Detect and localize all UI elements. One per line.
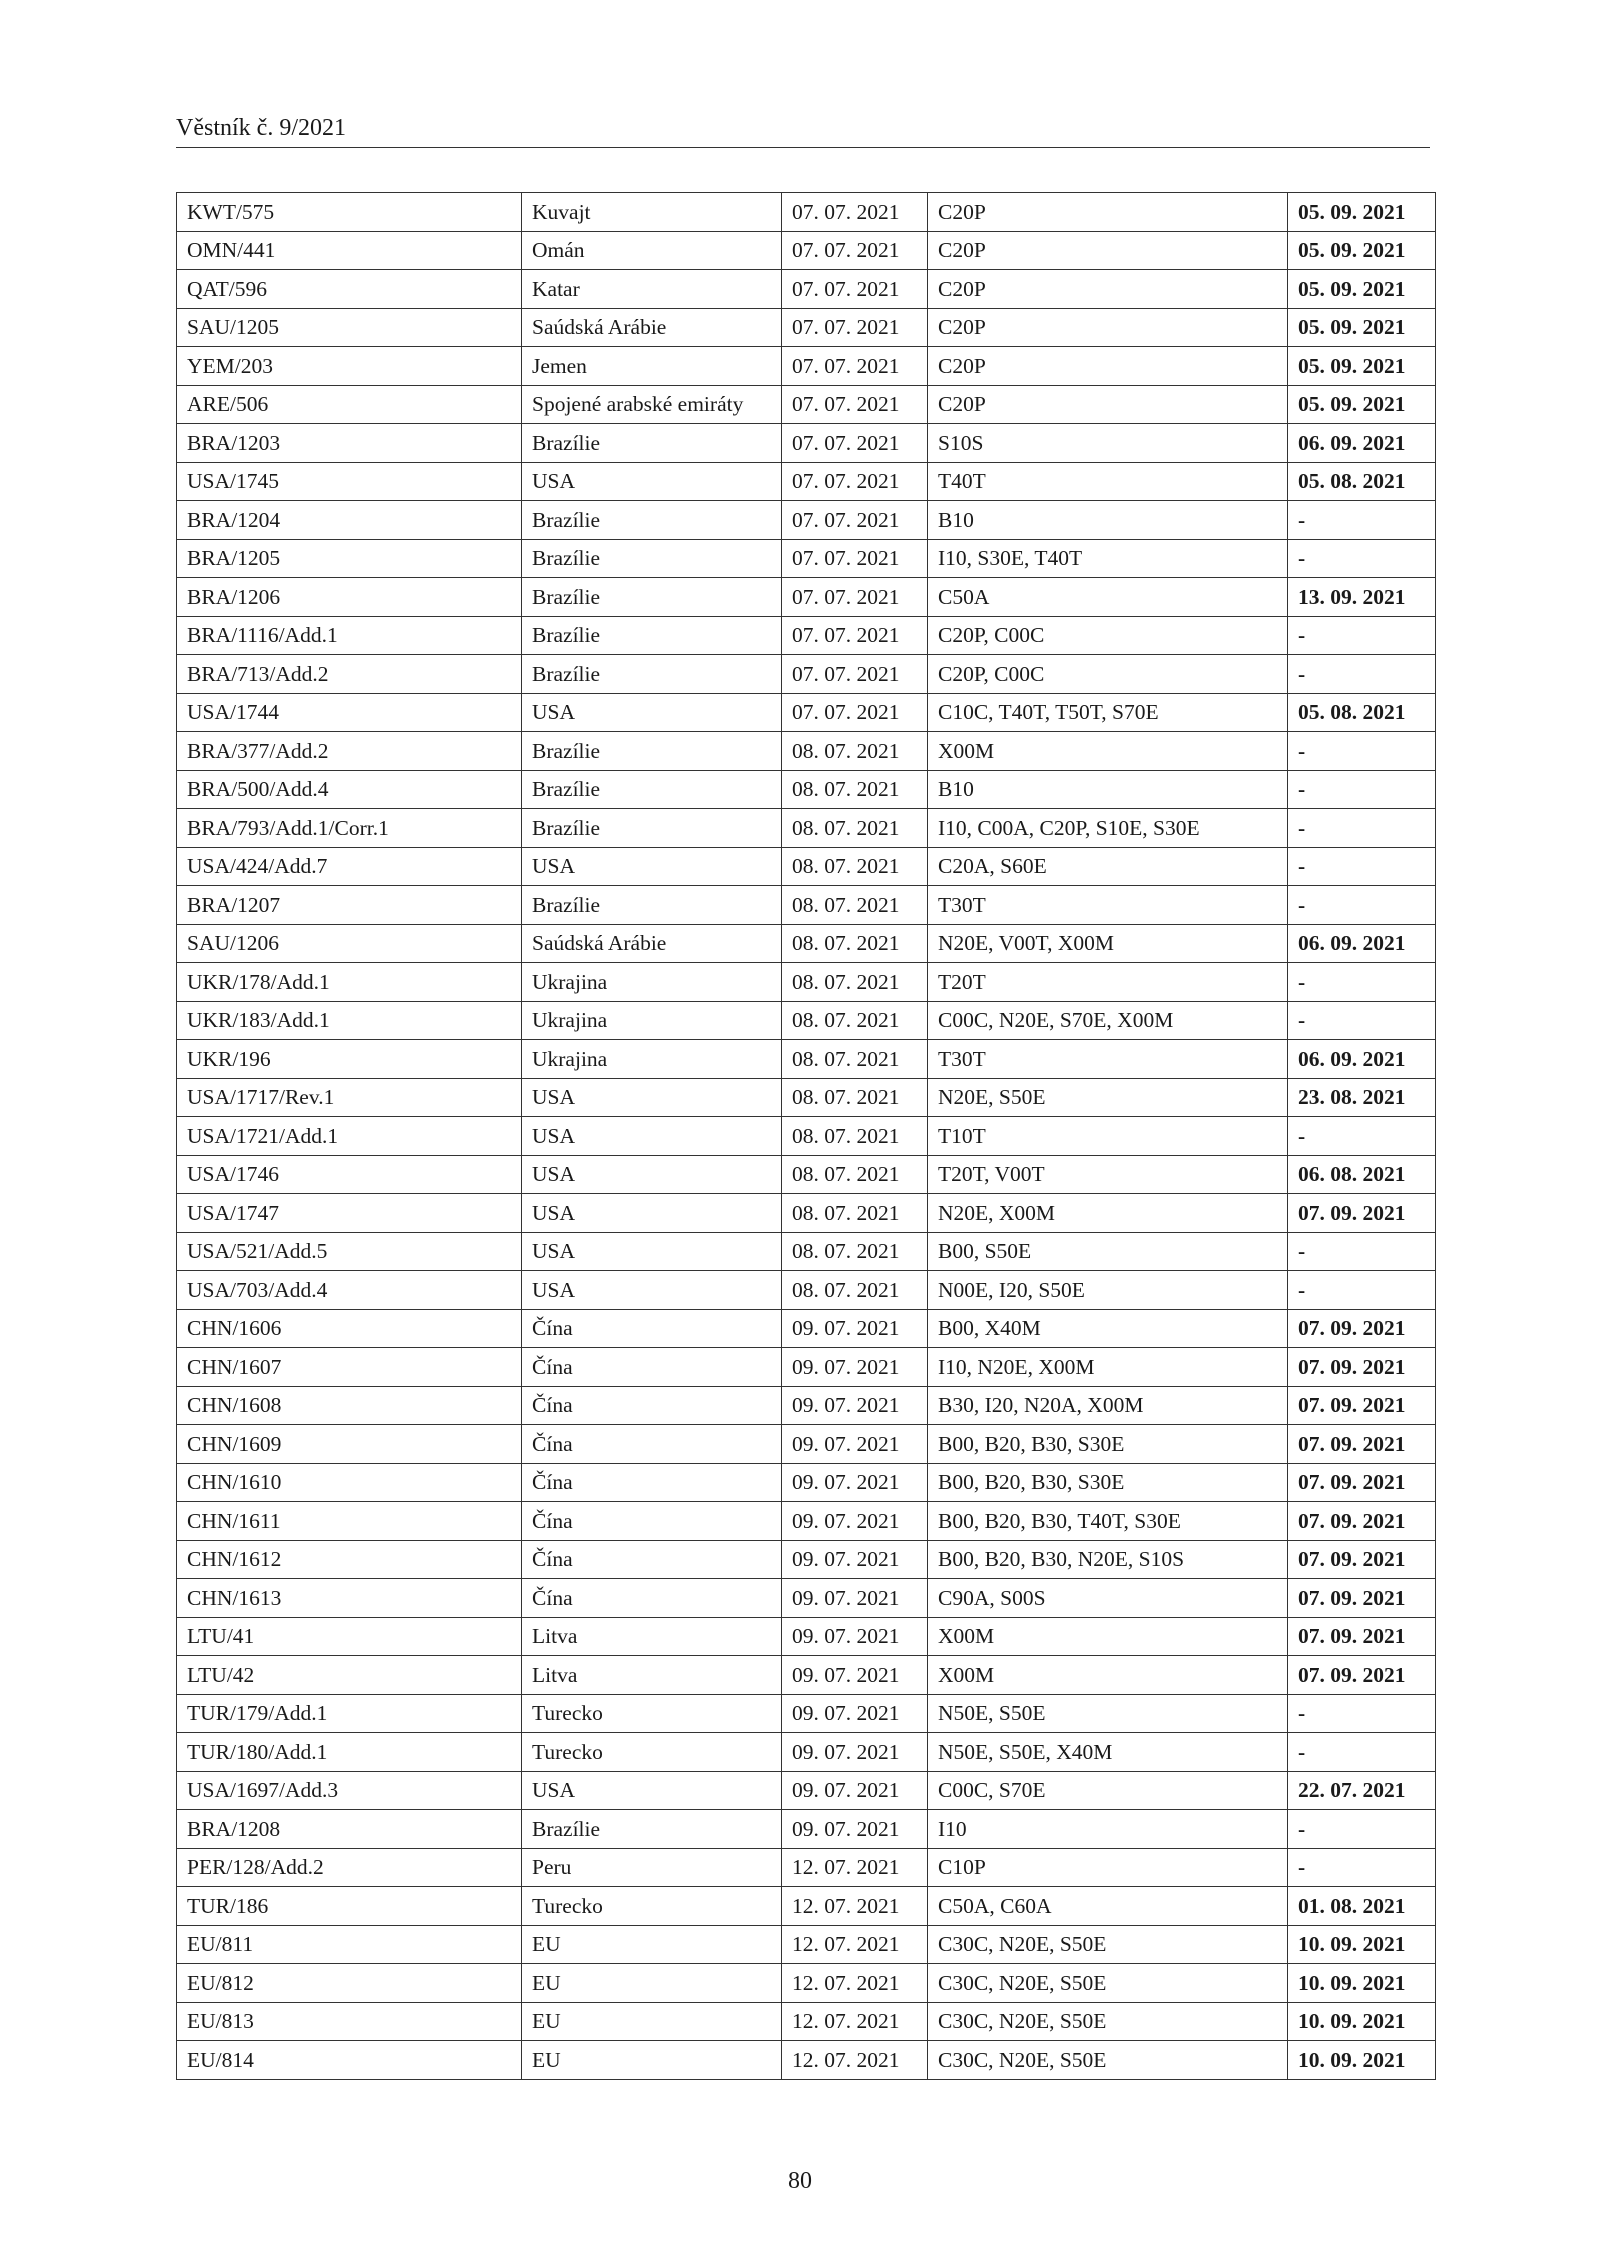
deadline-cell: 10. 09. 2021 bbox=[1288, 1964, 1436, 2003]
country-cell: Brazílie bbox=[522, 770, 782, 809]
date-cell: 12. 07. 2021 bbox=[782, 2041, 928, 2080]
classification-cell: I10, C00A, C20P, S10E, S30E bbox=[928, 809, 1288, 848]
country-cell: Čína bbox=[522, 1502, 782, 1541]
country-cell: USA bbox=[522, 1232, 782, 1271]
date-cell: 08. 07. 2021 bbox=[782, 886, 928, 925]
country-cell: Čína bbox=[522, 1386, 782, 1425]
deadline-cell: 07. 09. 2021 bbox=[1288, 1425, 1436, 1464]
date-cell: 07. 07. 2021 bbox=[782, 539, 928, 578]
document-code-cell: USA/1717/Rev.1 bbox=[177, 1078, 522, 1117]
document-code-cell: USA/703/Add.4 bbox=[177, 1271, 522, 1310]
document-code-cell: BRA/500/Add.4 bbox=[177, 770, 522, 809]
deadline-cell: 05. 09. 2021 bbox=[1288, 270, 1436, 309]
date-cell: 08. 07. 2021 bbox=[782, 1001, 928, 1040]
date-cell: 08. 07. 2021 bbox=[782, 770, 928, 809]
country-cell: Čína bbox=[522, 1540, 782, 1579]
table-row bbox=[177, 1155, 1436, 1194]
date-cell: 07. 07. 2021 bbox=[782, 616, 928, 655]
country-cell: Brazílie bbox=[522, 655, 782, 694]
date-cell: 08. 07. 2021 bbox=[782, 1040, 928, 1079]
country-cell: Ukrajina bbox=[522, 963, 782, 1002]
document-code-cell: BRA/1204 bbox=[177, 501, 522, 540]
country-cell: Brazílie bbox=[522, 886, 782, 925]
page-number: 80 bbox=[788, 2168, 812, 2194]
date-cell: 09. 07. 2021 bbox=[782, 1348, 928, 1387]
date-cell: 07. 07. 2021 bbox=[782, 193, 928, 232]
deadline-cell: 10. 09. 2021 bbox=[1288, 2002, 1436, 2041]
date-cell: 08. 07. 2021 bbox=[782, 1271, 928, 1310]
country-cell: Saúdská Arábie bbox=[522, 308, 782, 347]
date-cell: 09. 07. 2021 bbox=[782, 1309, 928, 1348]
deadline-cell: 07. 09. 2021 bbox=[1288, 1656, 1436, 1695]
table-row bbox=[177, 655, 1436, 694]
document-code-cell: EU/812 bbox=[177, 1964, 522, 2003]
classification-cell: X00M bbox=[928, 1617, 1288, 1656]
deadline-cell: 07. 09. 2021 bbox=[1288, 1617, 1436, 1656]
table-row bbox=[177, 1617, 1436, 1656]
page-header bbox=[176, 113, 1430, 148]
table-row bbox=[177, 1040, 1436, 1079]
date-cell: 09. 07. 2021 bbox=[782, 1617, 928, 1656]
document-code-cell: CHN/1612 bbox=[177, 1540, 522, 1579]
document-code-cell: CHN/1611 bbox=[177, 1502, 522, 1541]
table-row bbox=[177, 539, 1436, 578]
table-body bbox=[177, 193, 1436, 2080]
table-row bbox=[177, 1001, 1436, 1040]
date-cell: 09. 07. 2021 bbox=[782, 1540, 928, 1579]
country-cell: USA bbox=[522, 1155, 782, 1194]
date-cell: 07. 07. 2021 bbox=[782, 424, 928, 463]
document-code-cell: LTU/41 bbox=[177, 1617, 522, 1656]
country-cell: Litva bbox=[522, 1617, 782, 1656]
notification-table bbox=[176, 192, 1436, 2080]
table-row bbox=[177, 1117, 1436, 1156]
classification-cell: T30T bbox=[928, 886, 1288, 925]
date-cell: 09. 07. 2021 bbox=[782, 1656, 928, 1695]
table-row bbox=[177, 1733, 1436, 1772]
deadline-cell: - bbox=[1288, 770, 1436, 809]
country-cell: Ukrajina bbox=[522, 1040, 782, 1079]
table-row bbox=[177, 1579, 1436, 1618]
country-cell: Čína bbox=[522, 1463, 782, 1502]
deadline-cell: - bbox=[1288, 616, 1436, 655]
country-cell: Brazílie bbox=[522, 1810, 782, 1849]
date-cell: 08. 07. 2021 bbox=[782, 1232, 928, 1271]
deadline-cell: - bbox=[1288, 501, 1436, 540]
deadline-cell: 22. 07. 2021 bbox=[1288, 1771, 1436, 1810]
table-row bbox=[177, 385, 1436, 424]
classification-cell: B00, B20, B30, N20E, S10S bbox=[928, 1540, 1288, 1579]
classification-cell: C20P bbox=[928, 385, 1288, 424]
country-cell: Brazílie bbox=[522, 578, 782, 617]
document-code-cell: EU/813 bbox=[177, 2002, 522, 2041]
document-code-cell: BRA/377/Add.2 bbox=[177, 732, 522, 771]
country-cell: EU bbox=[522, 1925, 782, 1964]
date-cell: 07. 07. 2021 bbox=[782, 231, 928, 270]
deadline-cell: - bbox=[1288, 655, 1436, 694]
document-code-cell: CHN/1613 bbox=[177, 1579, 522, 1618]
classification-cell: C30C, N20E, S50E bbox=[928, 2041, 1288, 2080]
classification-cell: B00, X40M bbox=[928, 1309, 1288, 1348]
document-code-cell: EU/811 bbox=[177, 1925, 522, 1964]
table-row bbox=[177, 1848, 1436, 1887]
deadline-cell: 05. 09. 2021 bbox=[1288, 193, 1436, 232]
table-row bbox=[177, 308, 1436, 347]
document-code-cell: TUR/186 bbox=[177, 1887, 522, 1926]
table-row bbox=[177, 231, 1436, 270]
table-row bbox=[177, 462, 1436, 501]
classification-cell: C30C, N20E, S50E bbox=[928, 1925, 1288, 1964]
classification-cell: C30C, N20E, S50E bbox=[928, 1964, 1288, 2003]
country-cell: Omán bbox=[522, 231, 782, 270]
deadline-cell: - bbox=[1288, 1001, 1436, 1040]
classification-cell: X00M bbox=[928, 732, 1288, 771]
classification-cell: C20P bbox=[928, 231, 1288, 270]
country-cell: Brazílie bbox=[522, 501, 782, 540]
table-row bbox=[177, 1964, 1436, 2003]
date-cell: 09. 07. 2021 bbox=[782, 1386, 928, 1425]
deadline-cell: - bbox=[1288, 539, 1436, 578]
table-row bbox=[177, 1078, 1436, 1117]
table-row bbox=[177, 924, 1436, 963]
country-cell: Brazílie bbox=[522, 809, 782, 848]
deadline-cell: - bbox=[1288, 1232, 1436, 1271]
date-cell: 12. 07. 2021 bbox=[782, 1848, 928, 1887]
country-cell: Čína bbox=[522, 1425, 782, 1464]
deadline-cell: 05. 09. 2021 bbox=[1288, 231, 1436, 270]
date-cell: 09. 07. 2021 bbox=[782, 1579, 928, 1618]
deadline-cell: 07. 09. 2021 bbox=[1288, 1348, 1436, 1387]
document-code-cell: BRA/1206 bbox=[177, 578, 522, 617]
document-code-cell: PER/128/Add.2 bbox=[177, 1848, 522, 1887]
table-row bbox=[177, 1425, 1436, 1464]
classification-cell: C20P bbox=[928, 347, 1288, 386]
classification-cell: C00C, N20E, S70E, X00M bbox=[928, 1001, 1288, 1040]
document-code-cell: SAU/1206 bbox=[177, 924, 522, 963]
date-cell: 09. 07. 2021 bbox=[782, 1771, 928, 1810]
country-cell: Čína bbox=[522, 1309, 782, 1348]
document-code-cell: TUR/179/Add.1 bbox=[177, 1694, 522, 1733]
deadline-cell: 05. 09. 2021 bbox=[1288, 308, 1436, 347]
deadline-cell: - bbox=[1288, 1848, 1436, 1887]
deadline-cell: - bbox=[1288, 809, 1436, 848]
deadline-cell: 07. 09. 2021 bbox=[1288, 1194, 1436, 1233]
date-cell: 08. 07. 2021 bbox=[782, 809, 928, 848]
deadline-cell: - bbox=[1288, 732, 1436, 771]
table-row bbox=[177, 1309, 1436, 1348]
deadline-cell: 05. 09. 2021 bbox=[1288, 385, 1436, 424]
country-cell: Saúdská Arábie bbox=[522, 924, 782, 963]
country-cell: Turecko bbox=[522, 1887, 782, 1926]
country-cell: USA bbox=[522, 1771, 782, 1810]
deadline-cell: 07. 09. 2021 bbox=[1288, 1579, 1436, 1618]
table-row bbox=[177, 1540, 1436, 1579]
document-code-cell: USA/521/Add.5 bbox=[177, 1232, 522, 1271]
table-row bbox=[177, 1348, 1436, 1387]
classification-cell: C20P bbox=[928, 193, 1288, 232]
document-code-cell: CHN/1609 bbox=[177, 1425, 522, 1464]
deadline-cell: 07. 09. 2021 bbox=[1288, 1386, 1436, 1425]
document-code-cell: BRA/1203 bbox=[177, 424, 522, 463]
deadline-cell: 05. 08. 2021 bbox=[1288, 693, 1436, 732]
date-cell: 09. 07. 2021 bbox=[782, 1810, 928, 1849]
classification-cell: I10, S30E, T40T bbox=[928, 539, 1288, 578]
date-cell: 07. 07. 2021 bbox=[782, 501, 928, 540]
classification-cell: T40T bbox=[928, 462, 1288, 501]
classification-cell: N20E, X00M bbox=[928, 1194, 1288, 1233]
table-row bbox=[177, 424, 1436, 463]
date-cell: 09. 07. 2021 bbox=[782, 1733, 928, 1772]
date-cell: 08. 07. 2021 bbox=[782, 1078, 928, 1117]
country-cell: USA bbox=[522, 847, 782, 886]
table-row bbox=[177, 193, 1436, 232]
document-code-cell: QAT/596 bbox=[177, 270, 522, 309]
document-code-cell: CHN/1610 bbox=[177, 1463, 522, 1502]
classification-cell: C20P, C00C bbox=[928, 616, 1288, 655]
country-cell: USA bbox=[522, 1078, 782, 1117]
country-cell: Brazílie bbox=[522, 616, 782, 655]
classification-cell: C50A, C60A bbox=[928, 1887, 1288, 1926]
date-cell: 07. 07. 2021 bbox=[782, 270, 928, 309]
table-row bbox=[177, 1463, 1436, 1502]
deadline-cell: - bbox=[1288, 1117, 1436, 1156]
date-cell: 08. 07. 2021 bbox=[782, 1155, 928, 1194]
document-code-cell: BRA/1116/Add.1 bbox=[177, 616, 522, 655]
table-row bbox=[177, 693, 1436, 732]
document-code-cell: BRA/793/Add.1/Corr.1 bbox=[177, 809, 522, 848]
table-row bbox=[177, 1656, 1436, 1695]
document-code-cell: UKR/183/Add.1 bbox=[177, 1001, 522, 1040]
deadline-cell: 10. 09. 2021 bbox=[1288, 1925, 1436, 1964]
deadline-cell: 01. 08. 2021 bbox=[1288, 1887, 1436, 1926]
classification-cell: C50A bbox=[928, 578, 1288, 617]
country-cell: USA bbox=[522, 693, 782, 732]
country-cell: Turecko bbox=[522, 1694, 782, 1733]
deadline-cell: - bbox=[1288, 963, 1436, 1002]
table-row bbox=[177, 1925, 1436, 1964]
document-code-cell: BRA/713/Add.2 bbox=[177, 655, 522, 694]
date-cell: 09. 07. 2021 bbox=[782, 1425, 928, 1464]
country-cell: Peru bbox=[522, 1848, 782, 1887]
country-cell: Kuvajt bbox=[522, 193, 782, 232]
deadline-cell: - bbox=[1288, 1810, 1436, 1849]
country-cell: EU bbox=[522, 2041, 782, 2080]
table-row bbox=[177, 847, 1436, 886]
journal-title: Věstník č. 9/2021 bbox=[176, 115, 346, 141]
table-row bbox=[177, 270, 1436, 309]
country-cell: Turecko bbox=[522, 1733, 782, 1772]
country-cell: Čína bbox=[522, 1579, 782, 1618]
date-cell: 07. 07. 2021 bbox=[782, 655, 928, 694]
classification-cell: T20T bbox=[928, 963, 1288, 1002]
country-cell: Brazílie bbox=[522, 732, 782, 771]
table-row bbox=[177, 732, 1436, 771]
classification-cell: C20P, C00C bbox=[928, 655, 1288, 694]
classification-cell: C20P bbox=[928, 270, 1288, 309]
classification-cell: X00M bbox=[928, 1656, 1288, 1695]
country-cell: USA bbox=[522, 462, 782, 501]
deadline-cell: - bbox=[1288, 1271, 1436, 1310]
classification-cell: T30T bbox=[928, 1040, 1288, 1079]
country-cell: Čína bbox=[522, 1348, 782, 1387]
classification-cell: B00, B20, B30, T40T, S30E bbox=[928, 1502, 1288, 1541]
document-code-cell: USA/1745 bbox=[177, 462, 522, 501]
document-code-cell: BRA/1207 bbox=[177, 886, 522, 925]
classification-cell: C10C, T40T, T50T, S70E bbox=[928, 693, 1288, 732]
table-row bbox=[177, 1271, 1436, 1310]
deadline-cell: 07. 09. 2021 bbox=[1288, 1309, 1436, 1348]
table-row bbox=[177, 616, 1436, 655]
table-row bbox=[177, 963, 1436, 1002]
deadline-cell: 06. 09. 2021 bbox=[1288, 424, 1436, 463]
deadline-cell: - bbox=[1288, 1694, 1436, 1733]
deadline-cell: 07. 09. 2021 bbox=[1288, 1540, 1436, 1579]
document-code-cell: SAU/1205 bbox=[177, 308, 522, 347]
deadline-cell: - bbox=[1288, 847, 1436, 886]
date-cell: 07. 07. 2021 bbox=[782, 462, 928, 501]
country-cell: EU bbox=[522, 1964, 782, 2003]
document-code-cell: BRA/1208 bbox=[177, 1810, 522, 1849]
document-code-cell: UKR/178/Add.1 bbox=[177, 963, 522, 1002]
table-row bbox=[177, 2041, 1436, 2080]
document-code-cell: TUR/180/Add.1 bbox=[177, 1733, 522, 1772]
document-code-cell: UKR/196 bbox=[177, 1040, 522, 1079]
table-row bbox=[177, 578, 1436, 617]
table-row bbox=[177, 501, 1436, 540]
country-cell: USA bbox=[522, 1194, 782, 1233]
deadline-cell: 23. 08. 2021 bbox=[1288, 1078, 1436, 1117]
date-cell: 09. 07. 2021 bbox=[782, 1463, 928, 1502]
country-cell: Spojené arabské emiráty bbox=[522, 385, 782, 424]
document-code-cell: USA/1747 bbox=[177, 1194, 522, 1233]
classification-cell: B10 bbox=[928, 770, 1288, 809]
table-row bbox=[177, 347, 1436, 386]
document-code-cell: KWT/575 bbox=[177, 193, 522, 232]
deadline-cell: 07. 09. 2021 bbox=[1288, 1502, 1436, 1541]
deadline-cell: 10. 09. 2021 bbox=[1288, 2041, 1436, 2080]
document-code-cell: CHN/1606 bbox=[177, 1309, 522, 1348]
date-cell: 09. 07. 2021 bbox=[782, 1502, 928, 1541]
date-cell: 08. 07. 2021 bbox=[782, 924, 928, 963]
document-code-cell: ARE/506 bbox=[177, 385, 522, 424]
table-row bbox=[177, 1694, 1436, 1733]
document-code-cell: BRA/1205 bbox=[177, 539, 522, 578]
date-cell: 08. 07. 2021 bbox=[782, 847, 928, 886]
table-row bbox=[177, 1386, 1436, 1425]
date-cell: 12. 07. 2021 bbox=[782, 1964, 928, 2003]
table-row bbox=[177, 886, 1436, 925]
table-row bbox=[177, 1232, 1436, 1271]
document-code-cell: LTU/42 bbox=[177, 1656, 522, 1695]
date-cell: 07. 07. 2021 bbox=[782, 693, 928, 732]
deadline-cell: 05. 08. 2021 bbox=[1288, 462, 1436, 501]
document-code-cell: EU/814 bbox=[177, 2041, 522, 2080]
classification-cell: C20A, S60E bbox=[928, 847, 1288, 886]
date-cell: 07. 07. 2021 bbox=[782, 578, 928, 617]
classification-cell: B00, B20, B30, S30E bbox=[928, 1425, 1288, 1464]
deadline-cell: - bbox=[1288, 886, 1436, 925]
classification-cell: I10, N20E, X00M bbox=[928, 1348, 1288, 1387]
deadline-cell: 07. 09. 2021 bbox=[1288, 1463, 1436, 1502]
table-row bbox=[177, 1887, 1436, 1926]
date-cell: 08. 07. 2021 bbox=[782, 732, 928, 771]
date-cell: 12. 07. 2021 bbox=[782, 1925, 928, 1964]
deadline-cell: 06. 09. 2021 bbox=[1288, 924, 1436, 963]
country-cell: USA bbox=[522, 1117, 782, 1156]
date-cell: 12. 07. 2021 bbox=[782, 2002, 928, 2041]
date-cell: 07. 07. 2021 bbox=[782, 308, 928, 347]
classification-cell: C30C, N20E, S50E bbox=[928, 2002, 1288, 2041]
deadline-cell: 05. 09. 2021 bbox=[1288, 347, 1436, 386]
date-cell: 08. 07. 2021 bbox=[782, 963, 928, 1002]
classification-cell: C00C, S70E bbox=[928, 1771, 1288, 1810]
deadline-cell: 06. 08. 2021 bbox=[1288, 1155, 1436, 1194]
table-row bbox=[177, 1502, 1436, 1541]
classification-cell: B10 bbox=[928, 501, 1288, 540]
country-cell: Jemen bbox=[522, 347, 782, 386]
classification-cell: C90A, S00S bbox=[928, 1579, 1288, 1618]
table-row bbox=[177, 1194, 1436, 1233]
classification-cell: N20E, S50E bbox=[928, 1078, 1288, 1117]
country-cell: Brazílie bbox=[522, 424, 782, 463]
table-row bbox=[177, 770, 1436, 809]
deadline-cell: 13. 09. 2021 bbox=[1288, 578, 1436, 617]
country-cell: EU bbox=[522, 2002, 782, 2041]
document-code-cell: CHN/1608 bbox=[177, 1386, 522, 1425]
table-row bbox=[177, 1771, 1436, 1810]
table-row bbox=[177, 1810, 1436, 1849]
document-code-cell: USA/1746 bbox=[177, 1155, 522, 1194]
classification-cell: C20P bbox=[928, 308, 1288, 347]
classification-cell: C10P bbox=[928, 1848, 1288, 1887]
date-cell: 08. 07. 2021 bbox=[782, 1194, 928, 1233]
country-cell: Brazílie bbox=[522, 539, 782, 578]
document-code-cell: USA/1721/Add.1 bbox=[177, 1117, 522, 1156]
document-code-cell: USA/1744 bbox=[177, 693, 522, 732]
date-cell: 12. 07. 2021 bbox=[782, 1887, 928, 1926]
date-cell: 07. 07. 2021 bbox=[782, 385, 928, 424]
deadline-cell: 06. 09. 2021 bbox=[1288, 1040, 1436, 1079]
deadline-cell: - bbox=[1288, 1733, 1436, 1772]
date-cell: 09. 07. 2021 bbox=[782, 1694, 928, 1733]
date-cell: 07. 07. 2021 bbox=[782, 347, 928, 386]
table-row bbox=[177, 809, 1436, 848]
country-cell: Litva bbox=[522, 1656, 782, 1695]
classification-cell: B30, I20, N20A, X00M bbox=[928, 1386, 1288, 1425]
classification-cell: N50E, S50E, X40M bbox=[928, 1733, 1288, 1772]
classification-cell: I10 bbox=[928, 1810, 1288, 1849]
document-code-cell: USA/1697/Add.3 bbox=[177, 1771, 522, 1810]
classification-cell: N00E, I20, S50E bbox=[928, 1271, 1288, 1310]
classification-cell: T10T bbox=[928, 1117, 1288, 1156]
classification-cell: N50E, S50E bbox=[928, 1694, 1288, 1733]
classification-cell: T20T, V00T bbox=[928, 1155, 1288, 1194]
table-row bbox=[177, 2002, 1436, 2041]
classification-cell: B00, S50E bbox=[928, 1232, 1288, 1271]
date-cell: 08. 07. 2021 bbox=[782, 1117, 928, 1156]
document-code-cell: YEM/203 bbox=[177, 347, 522, 386]
country-cell: Katar bbox=[522, 270, 782, 309]
classification-cell: N20E, V00T, X00M bbox=[928, 924, 1288, 963]
document-code-cell: CHN/1607 bbox=[177, 1348, 522, 1387]
country-cell: Ukrajina bbox=[522, 1001, 782, 1040]
country-cell: USA bbox=[522, 1271, 782, 1310]
document-code-cell: USA/424/Add.7 bbox=[177, 847, 522, 886]
document-code-cell: OMN/441 bbox=[177, 231, 522, 270]
classification-cell: S10S bbox=[928, 424, 1288, 463]
classification-cell: B00, B20, B30, S30E bbox=[928, 1463, 1288, 1502]
